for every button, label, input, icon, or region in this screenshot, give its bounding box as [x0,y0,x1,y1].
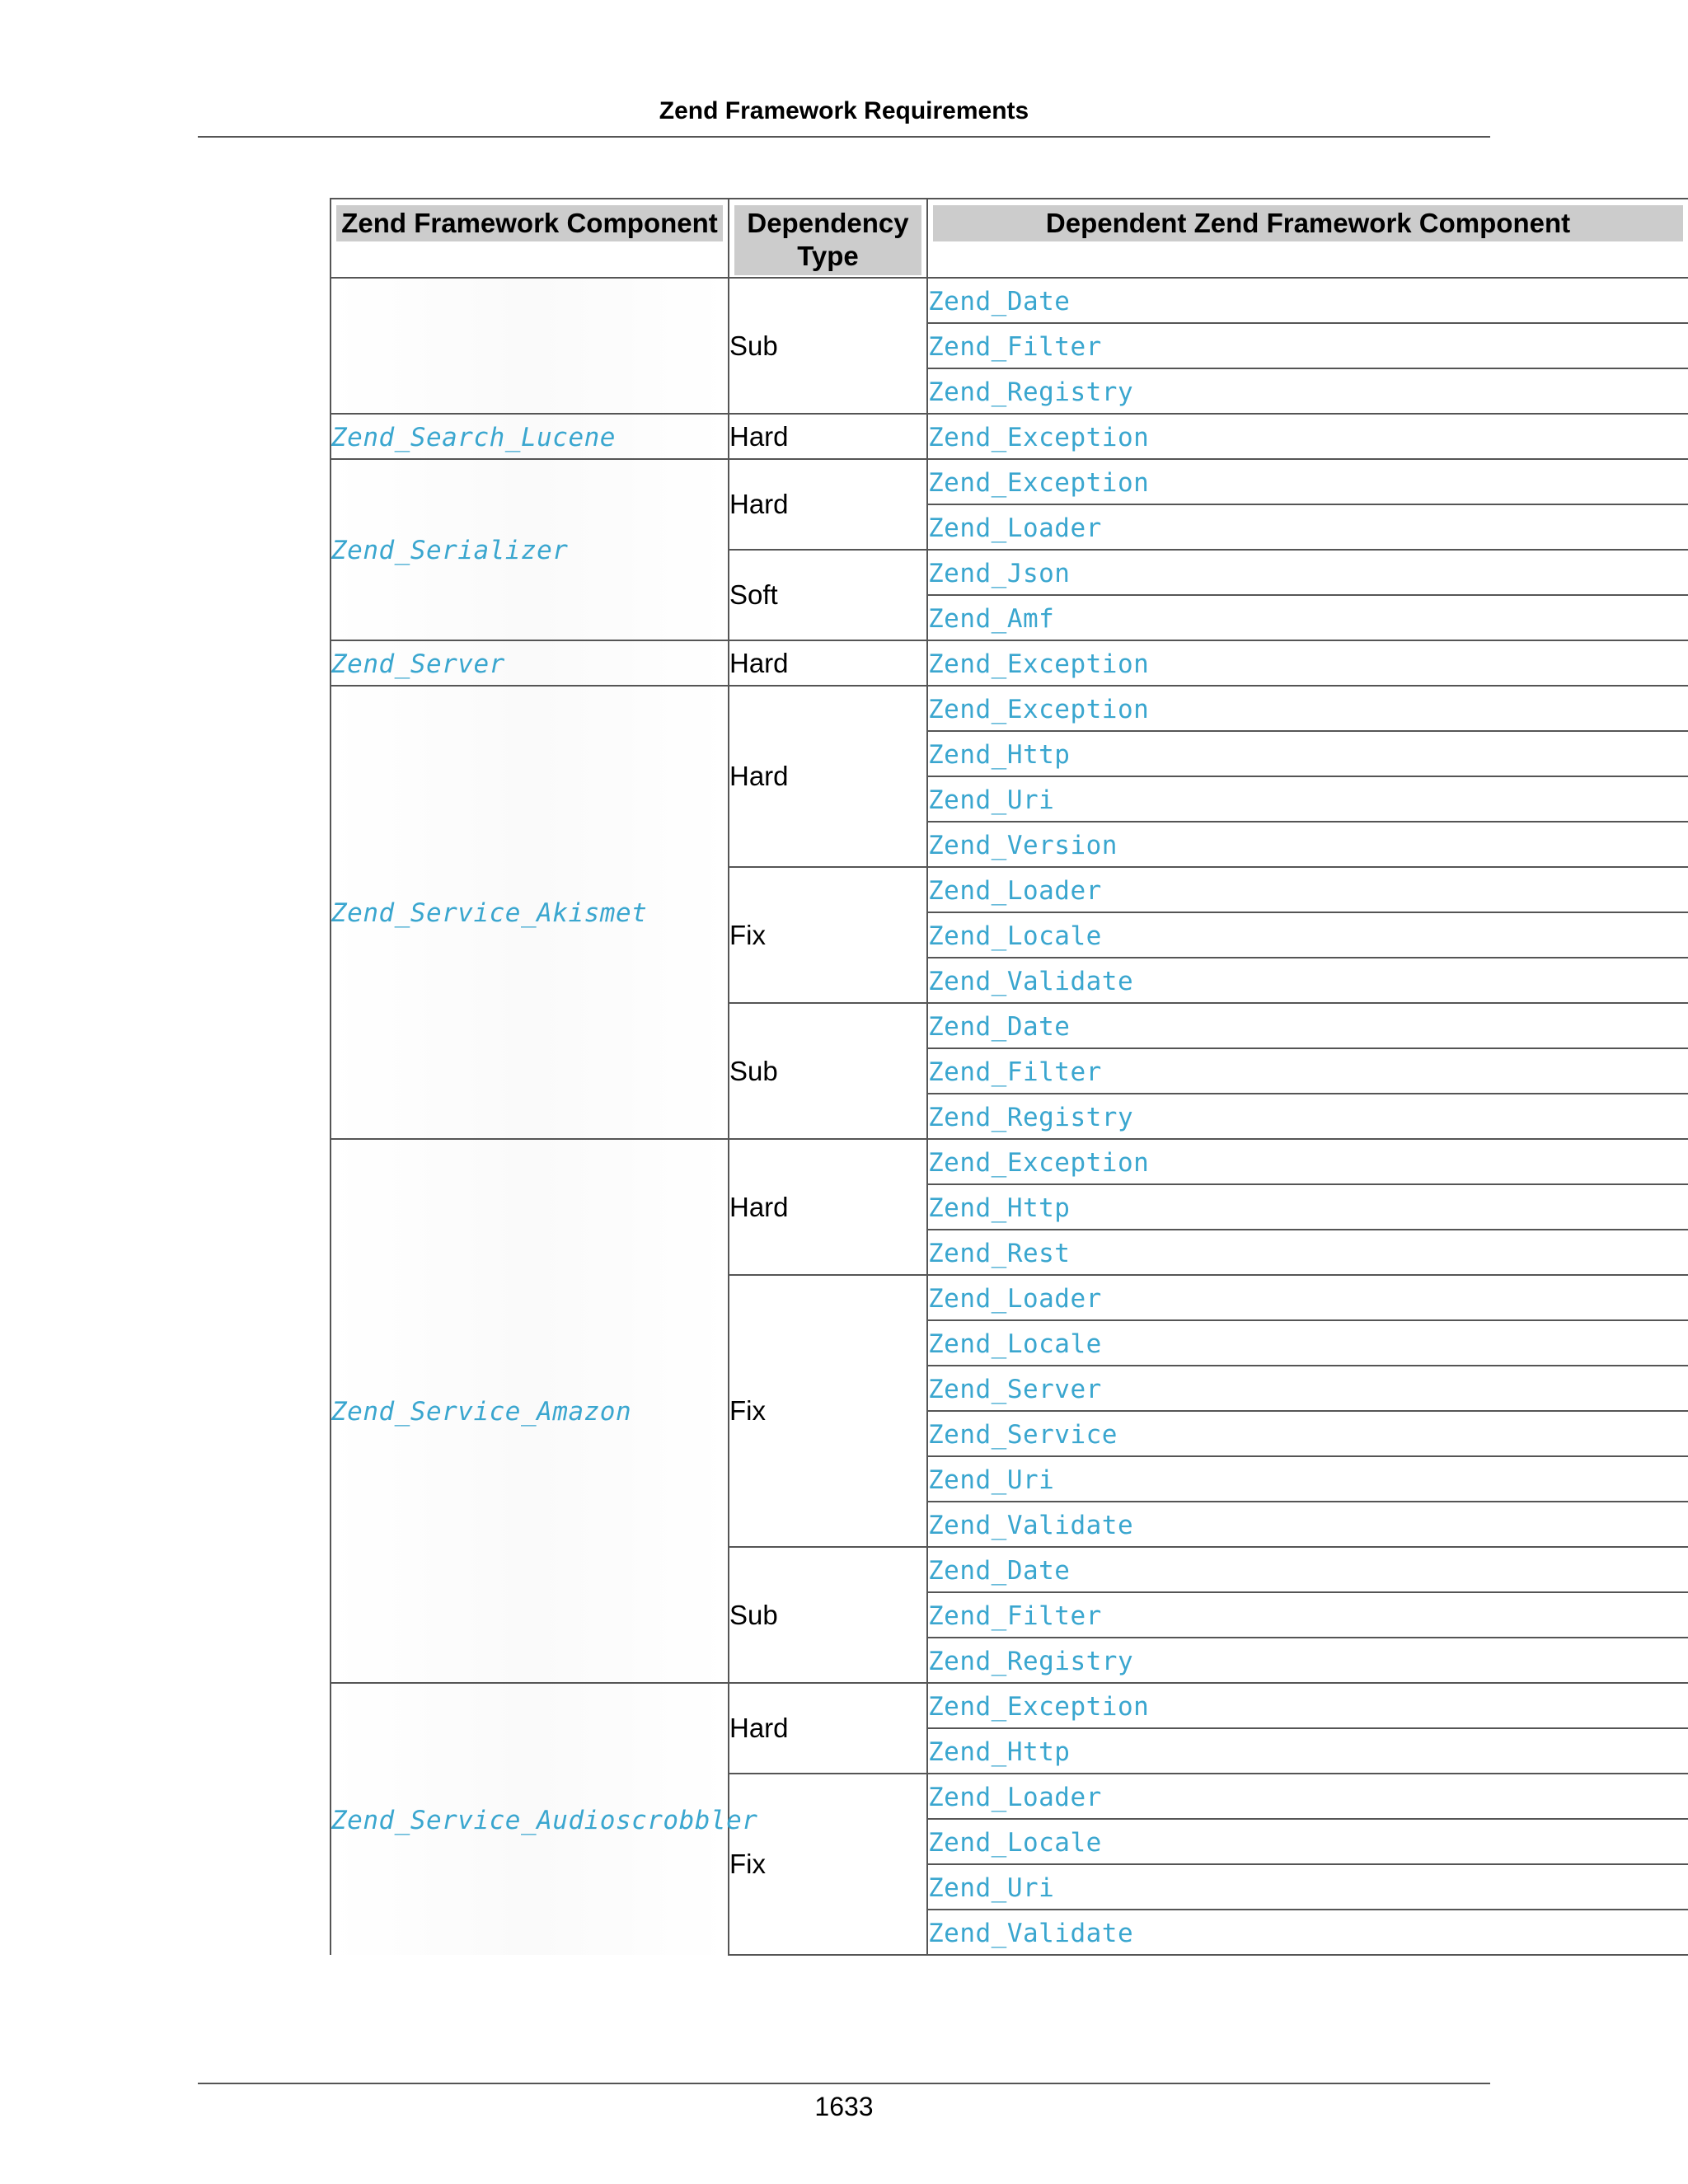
column-header-dependent-component [927,199,1688,278]
dependent-component-cell [927,1230,1688,1275]
dependent-component-cell [927,1366,1688,1411]
dependent-component-link[interactable]: Zend_Loader [928,875,1102,906]
dependent-component-cell [927,1048,1688,1094]
dependent-component-cell [927,686,1688,731]
dependency-type-label: Fix [729,919,766,950]
component-link[interactable]: Zend_Serializer [331,536,569,565]
dependent-component-cell [927,1411,1688,1456]
dependent-component-link[interactable]: Zend_Http [928,739,1071,770]
dependency-type-cell [729,278,927,414]
dependent-component-cell [927,912,1688,958]
component-link[interactable]: Zend_Service_Amazon [331,1397,632,1427]
dependent-component-link[interactable]: Zend_Filter [928,1057,1102,1087]
dependent-component-cell [927,1638,1688,1683]
dependent-component-cell [927,1819,1688,1864]
dependency-type-label: Sub [729,330,778,361]
dependency-type-label: Fix [729,1395,766,1426]
table-row [331,278,1688,323]
dependency-type-cell [729,1774,927,1955]
table-row [331,686,1688,731]
dependent-component-link[interactable]: Zend_Validate [928,966,1134,996]
table-header-row [331,199,1688,278]
dependency-type-label: Sub [729,1055,778,1086]
dependent-component-cell [927,1184,1688,1230]
component-link[interactable]: Zend_Search_Lucene [331,422,616,452]
dependent-component-link[interactable]: Zend_Registry [928,1646,1134,1676]
dependency-type-label: Fix [729,1849,766,1879]
component-cell [331,459,729,640]
dependent-component-link[interactable]: Zend_Validate [928,1510,1134,1540]
table-row [331,414,1688,459]
dependent-component-cell [927,414,1688,459]
dependent-component-cell [927,1910,1688,1955]
dependent-component-cell [927,1275,1688,1320]
header-rule [198,136,1490,138]
footer-rule [198,2083,1490,2084]
dependent-component-link[interactable]: Zend_Date [928,1011,1071,1042]
dependency-type-label: Sub [729,1599,778,1630]
dependent-component-cell [927,867,1688,912]
dependent-component-cell [927,1502,1688,1547]
component-link[interactable]: Zend_Server [331,649,505,679]
dependent-component-cell [927,278,1688,323]
dependency-type-label: Hard [729,761,789,791]
dependent-component-link[interactable]: Zend_Loader [928,513,1102,543]
dependent-component-link[interactable]: Zend_Registry [928,1102,1134,1132]
dependency-type-label: Hard [729,647,789,678]
dependent-component-cell [927,504,1688,550]
running-header: Zend Framework Requirements [659,97,1029,124]
dependent-component-cell [927,1547,1688,1592]
dependent-component-link[interactable]: Zend_Http [928,1736,1071,1767]
dependent-component-cell [927,776,1688,822]
dependent-component-link[interactable]: Zend_Uri [928,1872,1055,1903]
column-header-dependency-type [729,199,927,278]
dependent-component-link[interactable]: Zend_Exception [928,1691,1150,1722]
component-link[interactable]: Zend_Service_Audioscrobbler [331,1805,758,1835]
dependent-component-cell [927,958,1688,1003]
dependency-type-cell [729,1275,927,1547]
dependency-type-label: Hard [729,1713,789,1743]
dependent-component-link[interactable]: Zend_Server [928,1374,1102,1404]
dependent-component-link[interactable]: Zend_Exception [928,422,1150,452]
dependent-component-cell [927,1003,1688,1048]
dependency-type-cell [729,550,927,640]
dependent-component-link[interactable]: Zend_Filter [928,1601,1102,1631]
component-cell [331,1139,729,1683]
dependent-component-cell [927,1456,1688,1502]
dependent-component-cell [927,368,1688,414]
component-cell [331,278,729,414]
dependency-type-label: Hard [729,420,789,452]
dependent-component-link[interactable]: Zend_Locale [928,921,1102,951]
dependent-component-link[interactable]: Zend_Exception [928,694,1150,724]
dependent-component-link[interactable]: Zend_Locale [928,1329,1102,1359]
dependent-component-link[interactable]: Zend_Exception [928,467,1150,498]
dependency-type-label: Soft [729,579,778,610]
dependent-component-cell [927,323,1688,368]
dependent-component-cell [927,595,1688,640]
dependent-component-cell [927,1094,1688,1139]
dependency-type-cell [729,686,927,867]
dependent-component-cell [927,1774,1688,1819]
column-header-component [331,199,729,278]
dependent-component-cell [927,1683,1688,1728]
dependent-component-link[interactable]: Zend_Service [928,1419,1118,1450]
dependent-component-link[interactable]: Zend_Http [928,1193,1071,1223]
component-link[interactable]: Zend_Service_Akismet [331,898,648,928]
dependent-component-link[interactable]: Zend_Rest [928,1238,1071,1268]
column-header-dependency-type-label: Dependency Type [734,205,921,275]
dependent-component-link[interactable]: Zend_Exception [928,649,1150,679]
component-cell [331,640,729,686]
dependent-component-link[interactable]: Zend_Date [928,286,1071,316]
dependent-component-link[interactable]: Zend_Loader [928,1283,1102,1314]
dependent-component-cell [927,550,1688,595]
dependent-component-link[interactable]: Zend_Filter [928,331,1102,362]
dependent-component-cell [927,1728,1688,1774]
component-cell [331,414,729,459]
dependency-type-label: Hard [729,489,789,519]
dependent-component-cell [927,731,1688,776]
dependent-component-link[interactable]: Zend_Validate [928,1918,1134,1948]
dependent-component-cell [927,640,1688,686]
dependent-component-link[interactable]: Zend_Date [928,1555,1071,1586]
dependent-component-cell [927,1320,1688,1366]
dependent-component-cell [927,1864,1688,1910]
table-row [331,459,1688,504]
dependent-component-link[interactable]: Zend_Exception [928,1147,1150,1178]
dependent-component-cell [927,459,1688,504]
dependent-component-link[interactable]: Zend_Uri [928,785,1055,815]
dependency-type-cell [729,867,927,1003]
page-number: 1633 [814,2092,874,2121]
dependent-component-link[interactable]: Zend_Json [928,558,1071,588]
dependent-component-link[interactable]: Zend_Version [928,830,1118,860]
dependent-component-link[interactable]: Zend_Registry [928,377,1134,407]
dependency-type-cell [729,459,927,550]
dependent-component-link[interactable]: Zend_Amf [928,603,1055,634]
dependent-component-link[interactable]: Zend_Loader [928,1782,1102,1812]
dependency-type-cell [729,1139,927,1275]
dependency-type-cell [729,1003,927,1139]
dependency-type-cell [729,640,927,686]
dependency-type-label: Hard [729,1191,789,1222]
dependent-component-link[interactable]: Zend_Uri [928,1465,1055,1495]
dependent-component-cell [927,1139,1688,1184]
column-header-component-label: Zend Framework Component [336,205,723,241]
dependency-type-cell [729,414,927,459]
dependent-component-link[interactable]: Zend_Locale [928,1827,1102,1858]
table-row [331,1683,1688,1728]
column-header-dependent-component-label: Dependent Zend Framework Component [933,205,1683,241]
table-row [331,640,1688,686]
dependency-type-cell [729,1547,927,1683]
dependency-type-cell [729,1683,927,1774]
component-cell [331,686,729,1139]
dependent-component-cell [927,822,1688,867]
requirements-table [330,198,1688,1956]
table-row [331,1139,1688,1184]
dependent-component-cell [927,1592,1688,1638]
